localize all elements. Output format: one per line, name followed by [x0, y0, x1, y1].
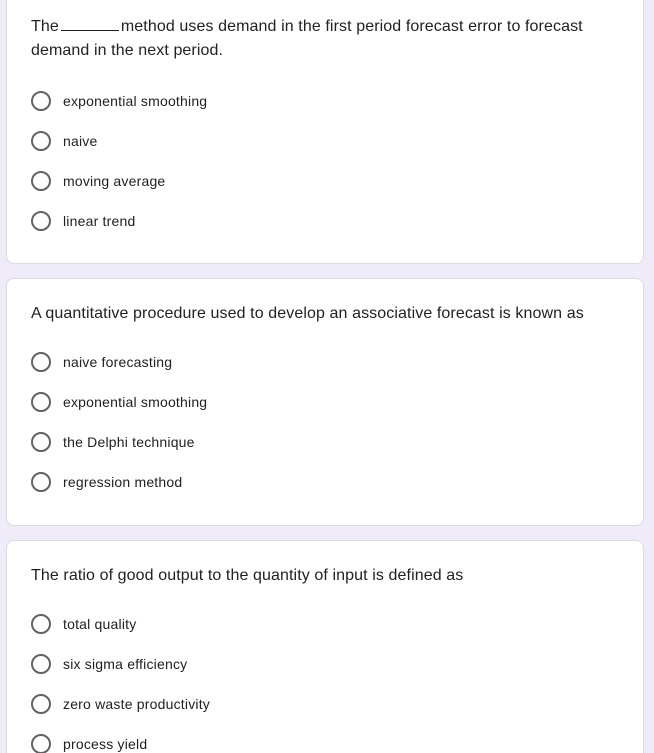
question-card-2: [6, 278, 644, 526]
question-1-option-exponential-smoothing[interactable]: [31, 89, 207, 113]
option-label: naive: [63, 133, 98, 149]
question-2-option-exponential-smoothing[interactable]: [31, 390, 207, 414]
option-label: total quality: [63, 616, 137, 632]
option-label: naive forecasting: [63, 354, 173, 370]
question-1-option-moving-average[interactable]: [31, 169, 165, 193]
question-1-blank: [61, 16, 119, 31]
option-label: regression method: [63, 474, 183, 490]
radio-button[interactable]: [31, 694, 51, 714]
option-label: exponential smoothing: [63, 394, 208, 410]
question-3-option-process-yield[interactable]: [31, 732, 147, 753]
radio-button[interactable]: [31, 472, 51, 492]
radio-button[interactable]: [31, 211, 51, 231]
question-1-text-after: method uses demand in the first period forecast error to forecast demand in the next period.: [31, 18, 583, 59]
radio-button[interactable]: [31, 654, 51, 674]
option-label: linear trend: [63, 213, 136, 229]
radio-button[interactable]: [31, 734, 51, 753]
question-2-option-regression-method[interactable]: [31, 470, 182, 494]
option-label: six sigma efficiency: [63, 656, 188, 672]
question-2-text: A quantitative procedure used to develop an associative forecast is known as: [31, 305, 584, 322]
question-2-option-delphi-technique[interactable]: [31, 430, 195, 454]
question-2-option-naive-forecasting[interactable]: [31, 350, 172, 374]
option-label: the Delphi technique: [63, 434, 195, 450]
option-label: moving average: [63, 173, 166, 189]
question-1-text-before: The: [31, 18, 59, 35]
radio-button[interactable]: [31, 432, 51, 452]
option-label: zero waste productivity: [63, 696, 210, 712]
question-1-option-linear-trend[interactable]: [31, 209, 135, 233]
question-1-option-naive[interactable]: [31, 129, 97, 153]
radio-button[interactable]: [31, 392, 51, 412]
radio-button[interactable]: [31, 352, 51, 372]
option-label: process yield: [63, 736, 148, 752]
radio-button[interactable]: [31, 131, 51, 151]
question-card-3: [6, 540, 644, 753]
radio-button[interactable]: [31, 171, 51, 191]
question-1-text: [31, 15, 619, 63]
radio-button[interactable]: [31, 614, 51, 634]
radio-button[interactable]: [31, 91, 51, 111]
question-card-1: [6, 0, 644, 264]
question-3-text: The ratio of good output to the quantity of input is defined as: [31, 567, 464, 584]
question-3-option-six-sigma-efficiency[interactable]: [31, 652, 187, 676]
question-3-option-zero-waste-productivity[interactable]: [31, 692, 210, 716]
option-label: exponential smoothing: [63, 93, 208, 109]
question-3-option-total-quality[interactable]: [31, 612, 136, 636]
